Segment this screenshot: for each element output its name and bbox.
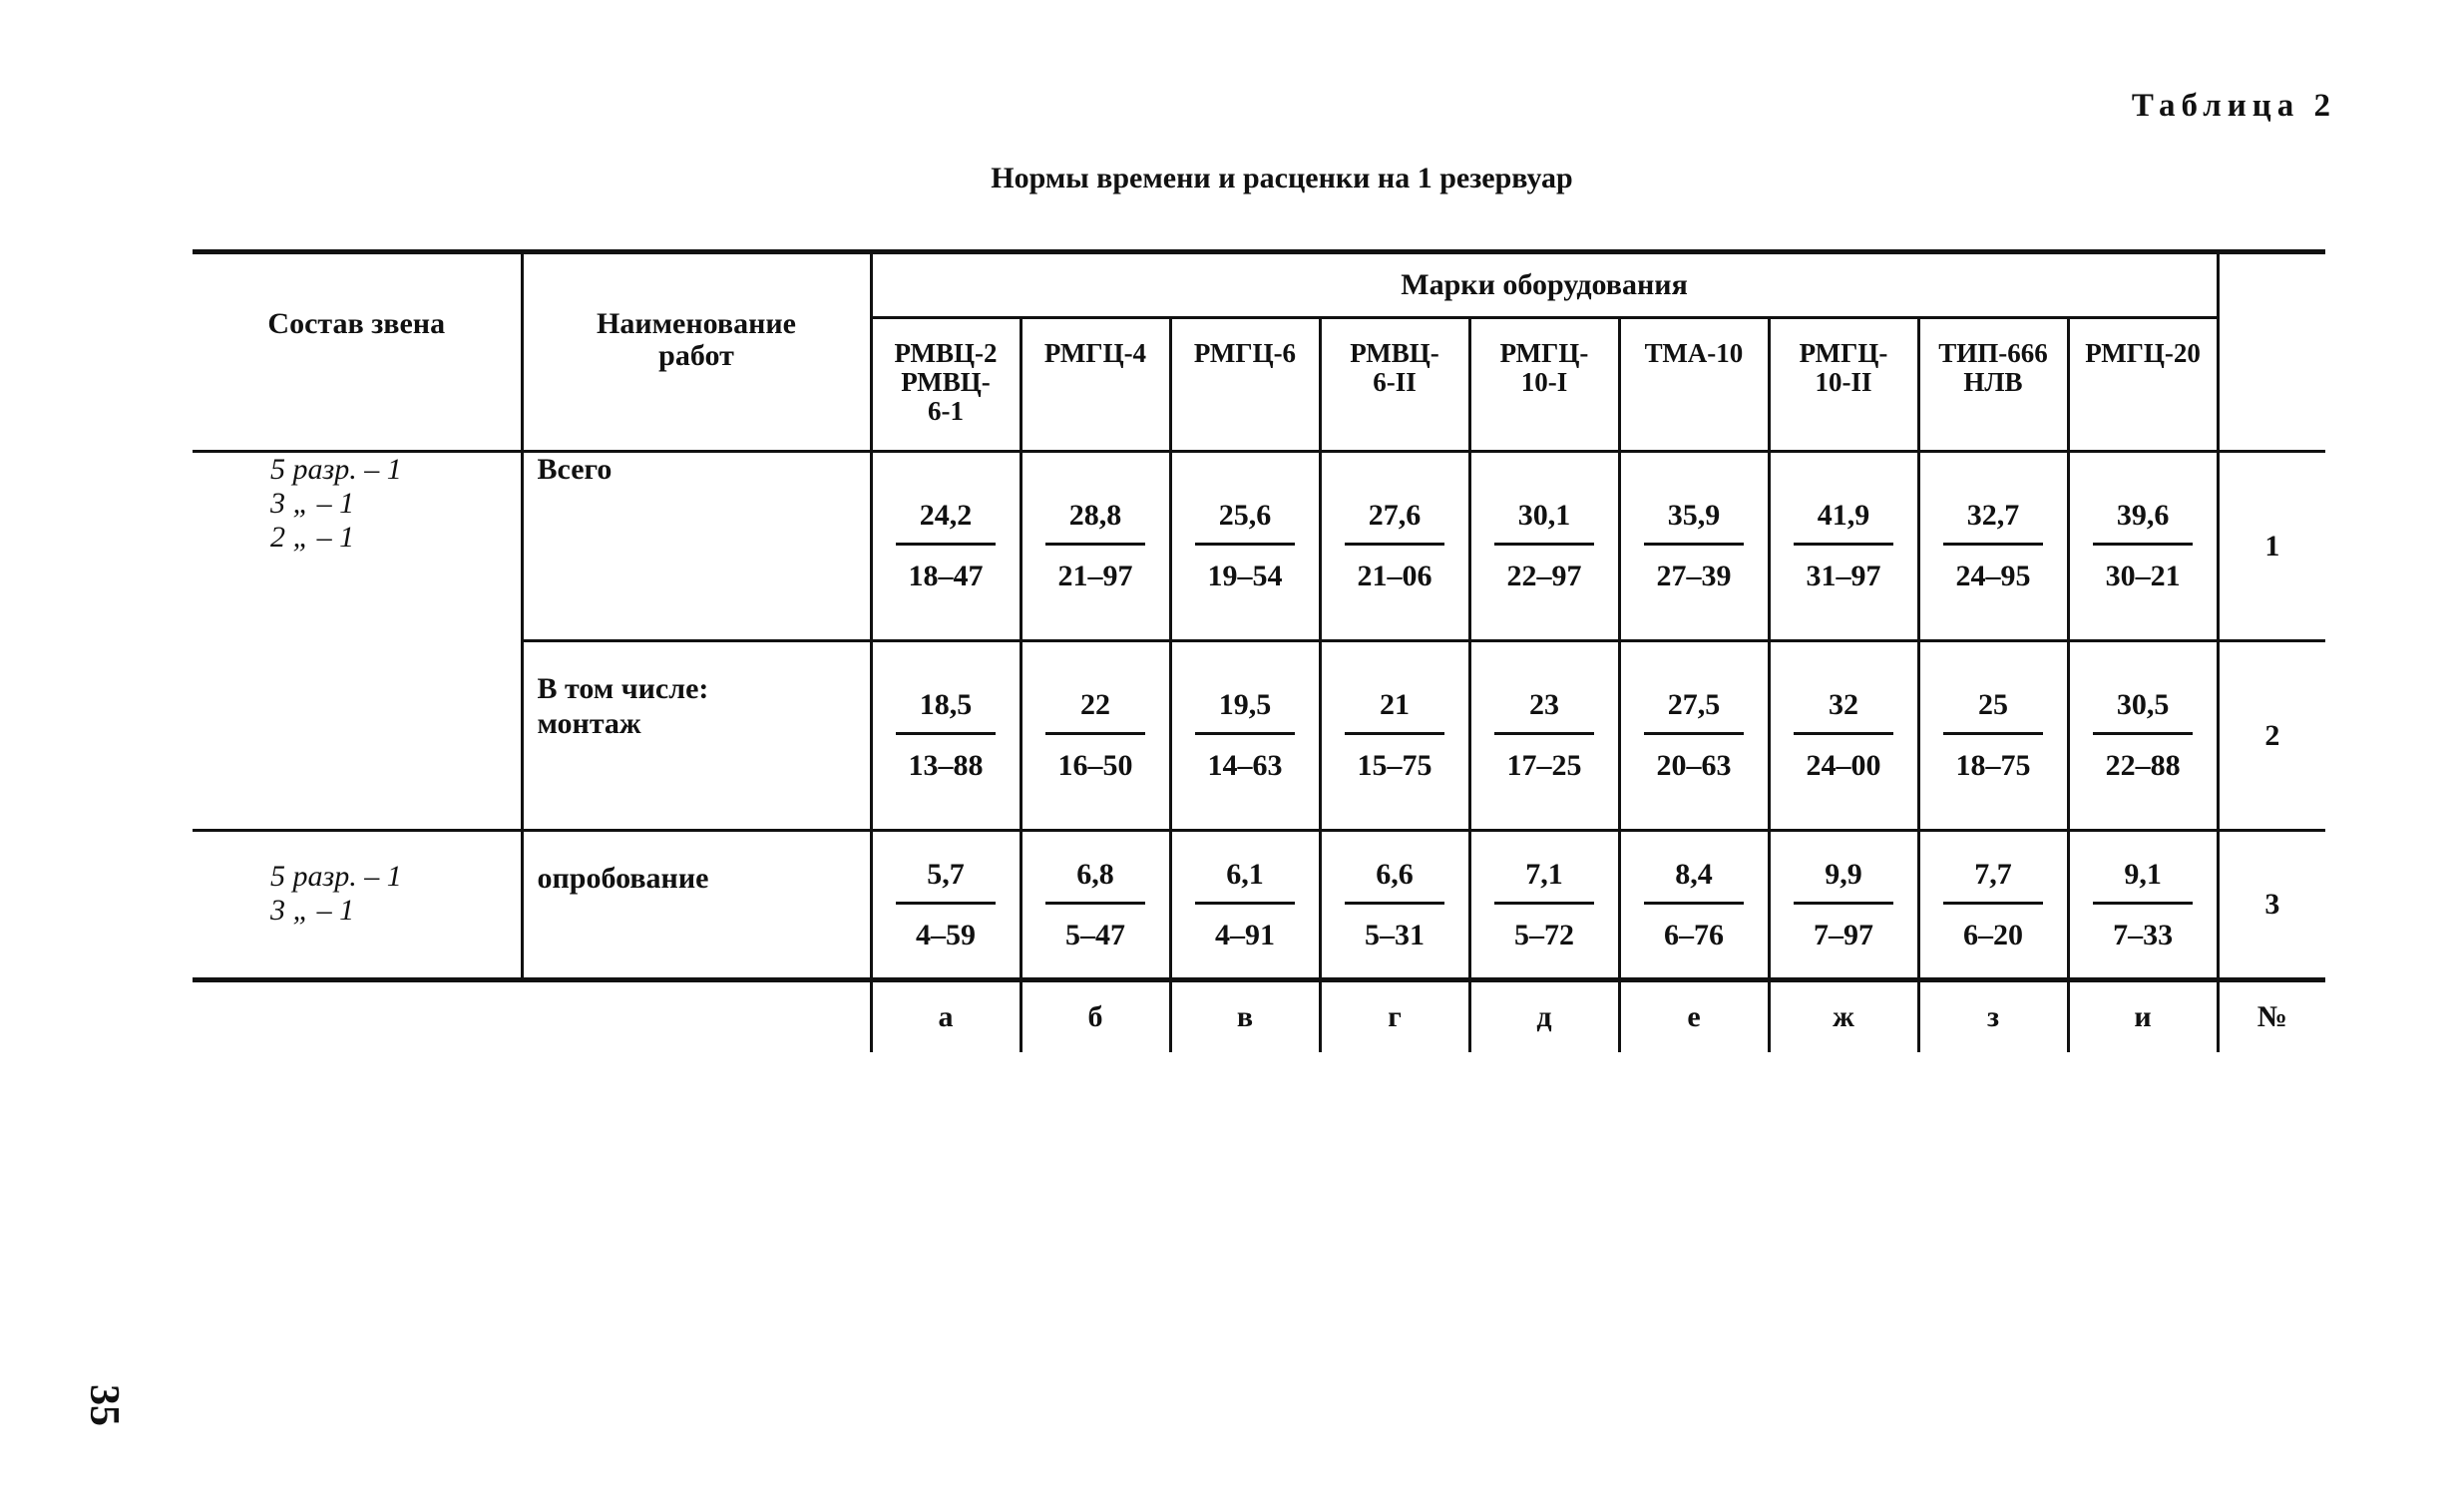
rate-value: 16–50 bbox=[1057, 749, 1133, 782]
norm-time: 9,1 bbox=[2093, 858, 2193, 905]
brand-header bbox=[1769, 318, 1918, 452]
rate-value: 21–97 bbox=[1057, 560, 1133, 592]
rate-value: 18–75 bbox=[1955, 749, 2031, 782]
value-cell bbox=[1320, 831, 1469, 980]
header-row-1 bbox=[193, 252, 2325, 318]
value-cell bbox=[1918, 831, 2068, 980]
value-cell bbox=[1021, 641, 1170, 831]
brand-header-line: РМГЦ-4 bbox=[1043, 338, 1147, 368]
value-cell bbox=[2068, 831, 2218, 980]
value-cell bbox=[1021, 831, 1170, 980]
value-cell bbox=[871, 831, 1021, 980]
norm-time: 6,1 bbox=[1195, 858, 1295, 905]
norm-time: 41,9 bbox=[1794, 499, 1893, 546]
column-letter: и bbox=[2068, 980, 2218, 1052]
rate-value: 21–06 bbox=[1357, 560, 1432, 592]
value-cell bbox=[1619, 831, 1769, 980]
brand-header bbox=[1320, 318, 1469, 452]
value-cell bbox=[1918, 452, 2068, 641]
brand-header bbox=[1170, 318, 1320, 452]
norm-time: 30,5 bbox=[2093, 688, 2193, 735]
norm-time: 8,4 bbox=[1644, 858, 1744, 905]
norm-time: 9,9 bbox=[1794, 858, 1893, 905]
value-cell bbox=[871, 452, 1021, 641]
value-cell bbox=[871, 641, 1021, 831]
value-cell bbox=[1021, 452, 1170, 641]
brands-group-header: Марки оборудования bbox=[871, 252, 2218, 318]
work-name-cell bbox=[522, 452, 871, 641]
rate-value: 7–97 bbox=[1814, 918, 1873, 951]
row-number: 1 bbox=[2218, 452, 2325, 641]
rate-value: 22–97 bbox=[1506, 560, 1582, 592]
value-cell bbox=[1469, 641, 1619, 831]
value-cell bbox=[1918, 641, 2068, 831]
norm-time: 30,1 bbox=[1494, 499, 1594, 546]
row-number: 2 bbox=[2218, 641, 2325, 831]
rate-value: 17–25 bbox=[1506, 749, 1582, 782]
crew-cell bbox=[193, 452, 522, 831]
brand-header-line: ТМА-10 bbox=[1644, 338, 1744, 368]
rate-value: 13–88 bbox=[908, 749, 984, 782]
norm-time: 6,6 bbox=[1345, 858, 1444, 905]
crew-cell bbox=[193, 831, 522, 980]
rate-value: 24–95 bbox=[1955, 560, 2031, 592]
brand-header-line: РМВЦ-2 bbox=[894, 338, 998, 368]
norm-time: 39,6 bbox=[2093, 499, 2193, 546]
rate-value: 14–63 bbox=[1207, 749, 1283, 782]
brand-header-line: РМГЦ- bbox=[1799, 338, 1888, 368]
norms-table bbox=[193, 249, 2325, 1052]
norm-time: 5,7 bbox=[896, 858, 996, 905]
work-name-cell bbox=[522, 831, 871, 980]
norm-time: 23 bbox=[1494, 688, 1594, 735]
column-letter: в bbox=[1170, 980, 1320, 1052]
work-name-line: опробование bbox=[537, 862, 709, 895]
brand-header-line: РМГЦ- bbox=[1499, 338, 1589, 368]
norm-time: 28,8 bbox=[1045, 499, 1145, 546]
column-letter: е bbox=[1619, 980, 1769, 1052]
norm-time: 18,5 bbox=[896, 688, 996, 735]
table-row bbox=[193, 452, 2325, 641]
norm-time: 21 bbox=[1345, 688, 1444, 735]
norm-time: 35,9 bbox=[1644, 499, 1744, 546]
rate-value: 18–47 bbox=[908, 560, 984, 592]
norm-time: 32,7 bbox=[1943, 499, 2043, 546]
value-cell bbox=[1170, 452, 1320, 641]
crew-line: 2 „ – 1 bbox=[270, 521, 355, 555]
rate-value: 6–20 bbox=[1963, 918, 2023, 951]
brand-header bbox=[1469, 318, 1619, 452]
work-name-cell bbox=[522, 641, 871, 831]
table-label: Таблица 2 bbox=[2131, 88, 2336, 124]
column-letter: ж bbox=[1769, 980, 1918, 1052]
norm-time: 6,8 bbox=[1045, 858, 1145, 905]
rate-value: 19–54 bbox=[1207, 560, 1283, 592]
work-column-header bbox=[522, 252, 871, 452]
value-cell bbox=[2068, 641, 2218, 831]
brand-header-line: РМВЦ- bbox=[1350, 338, 1439, 368]
page-title: Нормы времени и расценки на 1 резервуар bbox=[991, 162, 1573, 194]
brand-header-line: РМГЦ-20 bbox=[2085, 338, 2201, 368]
rate-value: 20–63 bbox=[1656, 749, 1732, 782]
column-letter: г bbox=[1320, 980, 1469, 1052]
rate-value: 15–75 bbox=[1357, 749, 1432, 782]
footer-row bbox=[193, 980, 2325, 1052]
brand-header-line: 10-II bbox=[1815, 367, 1872, 398]
norm-time: 25 bbox=[1943, 688, 2043, 735]
crew-line: 5 разр. – 1 bbox=[270, 860, 402, 893]
value-cell bbox=[1469, 831, 1619, 980]
brand-header-line: 6-1 bbox=[928, 396, 964, 427]
column-letter: з bbox=[1918, 980, 2068, 1052]
brand-header bbox=[871, 318, 1021, 452]
footer-blank bbox=[522, 980, 871, 1052]
crew-column-header-text: Состав звена bbox=[267, 307, 446, 340]
rate-value: 30–21 bbox=[2105, 560, 2181, 592]
page-number: 35 bbox=[81, 1384, 127, 1426]
column-letter: а bbox=[871, 980, 1021, 1052]
norm-time: 19,5 bbox=[1195, 688, 1295, 735]
brand-header-line: РМВЦ- bbox=[901, 367, 991, 398]
norm-time: 27,5 bbox=[1644, 688, 1744, 735]
norm-time: 32 bbox=[1794, 688, 1893, 735]
work-name-line: Всего bbox=[537, 453, 613, 486]
value-cell bbox=[1769, 641, 1918, 831]
brand-header-line: НЛВ bbox=[1963, 367, 2023, 398]
work-name-line: монтаж bbox=[537, 706, 641, 740]
norm-time: 27,6 bbox=[1345, 499, 1444, 546]
value-cell bbox=[1320, 452, 1469, 641]
brand-header bbox=[1918, 318, 2068, 452]
row-number: 3 bbox=[2218, 831, 2325, 980]
rate-value: 7–33 bbox=[2113, 918, 2174, 951]
norm-time: 22 bbox=[1045, 688, 1145, 735]
crew-line: 3 „ – 1 bbox=[270, 487, 355, 521]
crew-line: 5 разр. – 1 bbox=[270, 453, 402, 486]
value-cell bbox=[1170, 831, 1320, 980]
brand-header bbox=[1619, 318, 1769, 452]
column-letter: б bbox=[1021, 980, 1170, 1052]
brand-header-line: 10-I bbox=[1520, 367, 1568, 398]
brand-header-line: РМГЦ-6 bbox=[1193, 338, 1297, 368]
norm-time: 7,1 bbox=[1494, 858, 1594, 905]
rate-value: 5–47 bbox=[1065, 918, 1125, 951]
footer-blank bbox=[193, 980, 522, 1052]
norm-time: 7,7 bbox=[1943, 858, 2043, 905]
norm-time: 25,6 bbox=[1195, 499, 1295, 546]
footer-num-label: № bbox=[2218, 980, 2325, 1052]
brand-header bbox=[2068, 318, 2218, 452]
rate-value: 5–31 bbox=[1365, 918, 1425, 951]
rate-value: 6–76 bbox=[1664, 918, 1724, 951]
value-cell bbox=[2068, 452, 2218, 641]
norm-time: 24,2 bbox=[896, 499, 996, 546]
rate-value: 24–00 bbox=[1806, 749, 1881, 782]
crew-column-header bbox=[193, 252, 522, 452]
brand-header-line: 6-II bbox=[1373, 367, 1417, 398]
value-cell bbox=[1469, 452, 1619, 641]
brand-header bbox=[1021, 318, 1170, 452]
num-column-header bbox=[2218, 252, 2325, 452]
brand-header-line: ТИП-666 bbox=[1938, 338, 2048, 368]
rate-value: 27–39 bbox=[1656, 560, 1732, 592]
rate-value: 4–91 bbox=[1215, 918, 1275, 951]
rate-value: 4–59 bbox=[916, 918, 976, 951]
value-cell bbox=[1320, 641, 1469, 831]
work-column-header-line: Наименование bbox=[597, 307, 796, 340]
value-cell bbox=[1769, 452, 1918, 641]
value-cell bbox=[1170, 641, 1320, 831]
table-row bbox=[193, 831, 2325, 980]
value-cell bbox=[1769, 831, 1918, 980]
rate-value: 31–97 bbox=[1806, 560, 1881, 592]
work-name-line: В том числе: bbox=[537, 672, 709, 705]
value-cell bbox=[1619, 641, 1769, 831]
rate-value: 5–72 bbox=[1514, 918, 1574, 951]
rate-value: 22–88 bbox=[2105, 749, 2181, 782]
column-letter: д bbox=[1469, 980, 1619, 1052]
crew-line: 3 „ – 1 bbox=[270, 894, 355, 928]
value-cell bbox=[1619, 452, 1769, 641]
work-column-header-line: работ bbox=[658, 339, 734, 373]
